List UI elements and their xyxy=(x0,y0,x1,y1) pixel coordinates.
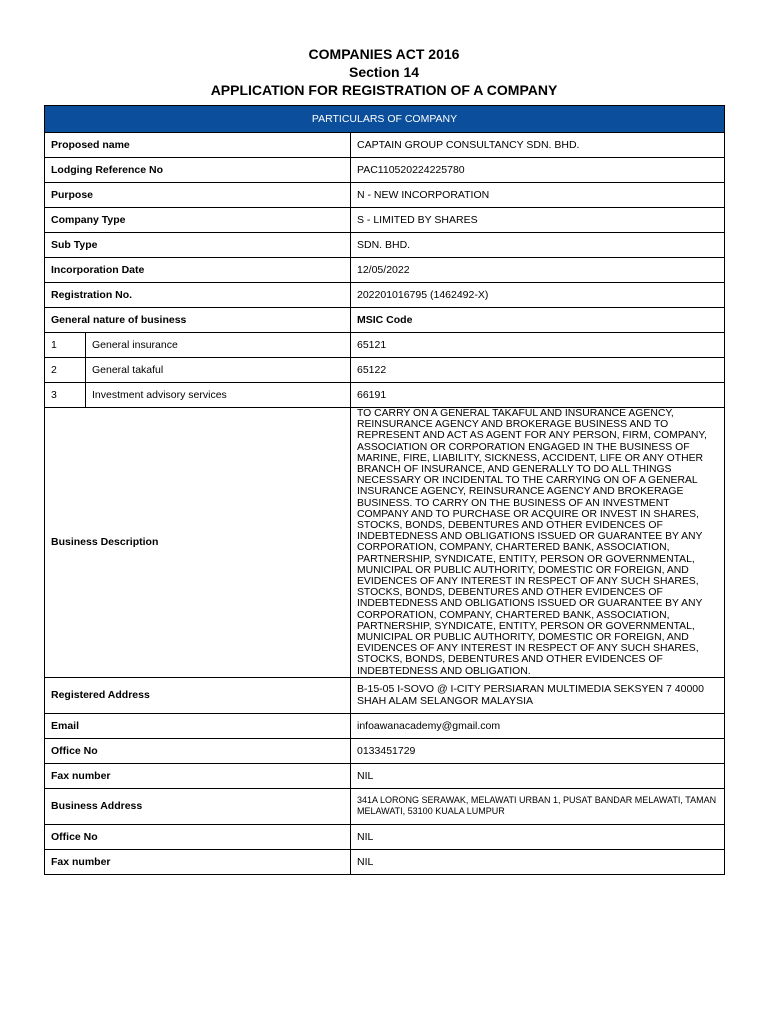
business-item-number: 3 xyxy=(45,383,86,408)
registration-no-label: Registration No. xyxy=(45,283,351,308)
business-item-name: Investment advisory services xyxy=(86,383,351,408)
section-header-row xyxy=(45,106,725,133)
registered-address-value: B-15-05 I-SOVO @ I-CITY PERSIARAN MULTIMEDIA SEKSYEN 7 40000 SHAH ALAM SELANGOR MALAYSIA xyxy=(351,677,725,713)
purpose-row xyxy=(45,183,725,208)
email-row xyxy=(45,713,725,738)
proposed-name-row xyxy=(45,133,725,158)
fax-label: Fax number xyxy=(45,763,351,788)
business-item-msic: 65121 xyxy=(351,333,725,358)
business-item-name: General takaful xyxy=(86,358,351,383)
business-item-row xyxy=(45,383,725,408)
incorporation-date-value: 12/05/2022 xyxy=(351,258,725,283)
business-item-row xyxy=(45,358,725,383)
business-address-value: 341A LORONG SERAWAK, MELAWATI URBAN 1, PUSAT BANDAR MELAWATI, TAMAN MELAWATI, 53100 KUALA LUMPUR xyxy=(351,788,725,824)
application-title: APPLICATION FOR REGISTRATION OF A COMPANY xyxy=(210,82,558,98)
office-no-row xyxy=(45,738,725,763)
proposed-name-label: Proposed name xyxy=(45,133,351,158)
registered-address-row xyxy=(45,677,725,713)
business-description-row xyxy=(45,408,725,678)
sub-type-label: Sub Type xyxy=(45,233,351,258)
purpose-value: N - NEW INCORPORATION xyxy=(351,183,725,208)
business-item-row xyxy=(45,333,725,358)
business-item-number: 2 xyxy=(45,358,86,383)
company-particulars-table xyxy=(44,105,725,875)
business-address-row xyxy=(45,788,725,824)
registration-no-value: 202201016795 (1462492-X) xyxy=(351,283,725,308)
section-title: Section 14 xyxy=(348,64,420,80)
fax-row xyxy=(45,763,725,788)
sub-type-row xyxy=(45,233,725,258)
proposed-name-value: CAPTAIN GROUP CONSULTANCY SDN. BHD. xyxy=(351,133,725,158)
act-title: COMPANIES ACT 2016 xyxy=(308,46,460,62)
business-nature-label: General nature of business xyxy=(45,308,351,333)
office-no-row xyxy=(45,824,725,849)
purpose-label: Purpose xyxy=(45,183,351,208)
lodging-ref-row xyxy=(45,158,725,183)
business-item-msic: 65122 xyxy=(351,358,725,383)
company-type-label: Company Type xyxy=(45,208,351,233)
fax-row xyxy=(45,849,725,874)
business-item-name: General insurance xyxy=(86,333,351,358)
incorporation-date-label: Incorporation Date xyxy=(45,258,351,283)
office-no-label: Office No xyxy=(45,824,351,849)
email-label: Email xyxy=(45,713,351,738)
document-header xyxy=(0,45,768,99)
msic-code-header: MSIC Code xyxy=(351,308,725,333)
company-type-row xyxy=(45,208,725,233)
business-nature-header-row xyxy=(45,308,725,333)
business-item-msic: 66191 xyxy=(351,383,725,408)
business-description-value: TO CARRY ON A GENERAL TAKAFUL AND INSURANCE AGENCY, REINSURANCE AGENCY AND BROKERAGE BUSINESS AND TO REPRESENT AND ACT AS AGENT FOR ANY PERSON, FIRM, COMPANY, ASSOCIATION OR CORPORATION ENGAGED IN THE BUSINESS OF MARINE, FIRE, LIABILITY, SICKNESS, ACCIDENT, LIFE OR ANY OTHER BRANCH OF INSURANCE, AND GENERALLY TO DO ALL THINGS NECESSARY OR INCIDENTAL TO THE CARRYING ON OF A GENERAL INSURANCE AGENCY, REINSURANCE AGENCY AND BROKERAGE BUSINESS. TO CARRY ON THE BUSINESS OF AN INVESTMENT COMPANY AND TO PURCHASE OR ACQUIRE OR INVEST IN SHARES, STOCKS, BONDS, DEBENTURES AND OTHER EVIDENCES OF INDEBTEDNESS AND OBLIGATIONS ISSUED OR GUARANTEE BY ANY CORPORATION, COMPANY, CHARTERED BANK, ASSOCIATION, PARTNERSHIP, SYNDICATE, ENTITY, PERSON OR GOVERNMENTAL, MUNICIPAL OR PUBLIC AUTHORITY, DOMESTIC OR FOREIGN, AND EVIDENCES OF ANY INTEREST IN RESPECT OF ANY SUCH SHARES, STOCKS, BONDS, DEBENTURES AND OTHER EVIDENCES OF INDEBTEDNESS AND OBLIGATIONS ISSUED OR GUARANTEE BY ANY CORPORATION, COMPANY, CHARTERED BANK, ASSOCIATION, PARTNERSHIP, SYNDICATE, ENTITY, PERSON OR GOVERNMENTAL, MUNICIPAL OR PUBLIC AUTHORITY, DOMESTIC OR FOREIGN, AND EVIDENCES OF ANY INTEREST IN RESPECT OF ANY SUCH SHARES, STOCKS, BONDS, DEBENTURES AND OTHER EVIDENCES OF INDEBTEDNESS AND OBLIGATION. xyxy=(351,408,725,678)
registration-no-row xyxy=(45,283,725,308)
sub-type-value: SDN. BHD. xyxy=(351,233,725,258)
section-header: PARTICULARS OF COMPANY xyxy=(45,106,725,133)
incorporation-date-row xyxy=(45,258,725,283)
office-no-value: NIL xyxy=(351,824,725,849)
business-item-number: 1 xyxy=(45,333,86,358)
fax-value: NIL xyxy=(351,849,725,874)
fax-value: NIL xyxy=(351,763,725,788)
registered-address-label: Registered Address xyxy=(45,677,351,713)
lodging-ref-label: Lodging Reference No xyxy=(45,158,351,183)
office-no-label: Office No xyxy=(45,738,351,763)
business-address-label: Business Address xyxy=(45,788,351,824)
fax-label: Fax number xyxy=(45,849,351,874)
office-no-value: 0133451729 xyxy=(351,738,725,763)
company-type-value: S - LIMITED BY SHARES xyxy=(351,208,725,233)
business-description-label: Business Description xyxy=(45,408,351,678)
lodging-ref-value: PAC110520224225780 xyxy=(351,158,725,183)
email-value: infoawanacademy@gmail.com xyxy=(351,713,725,738)
